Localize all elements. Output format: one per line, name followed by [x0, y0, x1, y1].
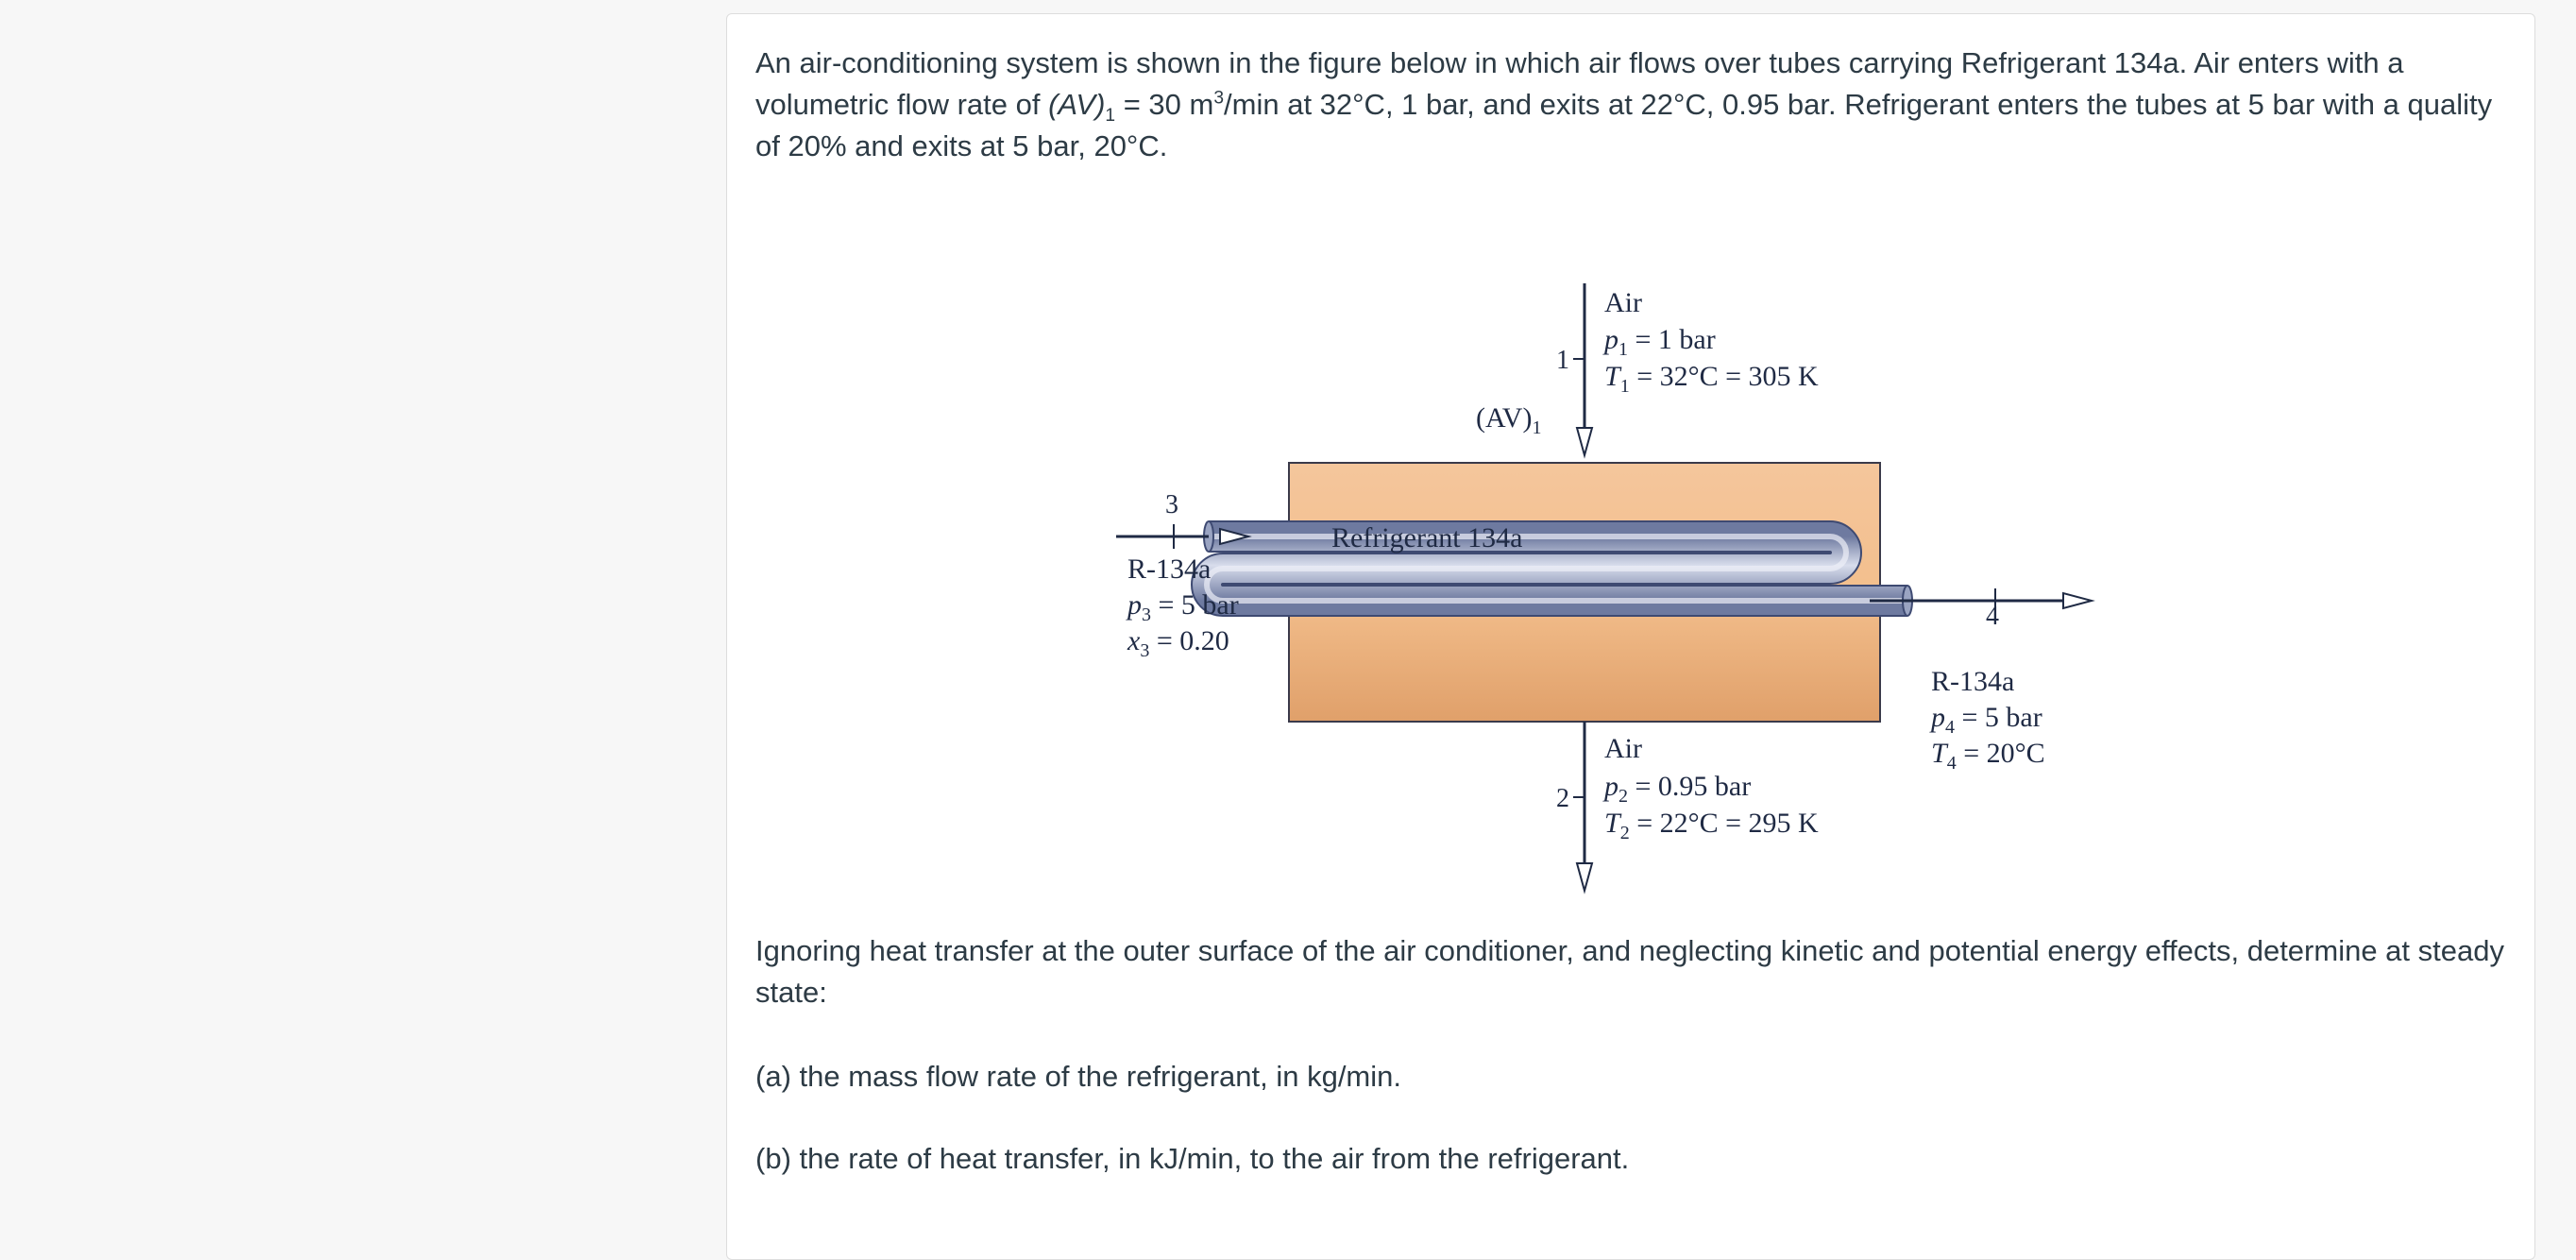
ref-in-pressure: $p_3 = 5$ bar	[1127, 589, 1239, 625]
air-in-temperature: $T_1 = 32^\circ C = 305$ K	[1604, 361, 1819, 397]
problem-intro: An air-conditioning system is shown in the figure below in which air flows over tubes carrying Refrigerant 134a. Air enters with a volumetric flow rate of $(AV)_1 = 30$ $m^3/\min$ at 32°C, 1 bar, and exits at 22°C, 0.95 bar. Refrigerant enters the tubes at 5 bar with a quality of 20% and exits at 5 bar, 20°C.	[755, 46, 2493, 162]
ref-out-temperature: $T_4 = 20^\circ C$	[1931, 738, 2045, 774]
air-in-pressure: $p_1 = 1$ bar	[1604, 324, 1716, 360]
station-4-label: 4	[1986, 602, 1999, 631]
air-conditioner-figure	[1127, 255, 2087, 926]
air-out-temperature: $T_2 = 22^\circ C = 295$ K	[1604, 808, 1819, 843]
ref-in-name: R-134a	[1127, 553, 1212, 585]
refrigerant-tube-label: Refrigerant 134a	[1331, 522, 1523, 553]
air-out-label: Air	[1604, 733, 1642, 764]
ref-in-quality: $x_3 = 0.20$	[1127, 625, 1229, 661]
station-2-label: 2	[1556, 784, 1569, 813]
problem-instructions: Ignoring heat transfer at the outer surface of the air conditioner, and neglecting kinetic and potential energy effects, determine at steady state:	[755, 934, 2504, 1009]
air-out-pressure: $p_2 = 0.95$ bar	[1604, 771, 1752, 807]
air-in-label: Air	[1604, 287, 1642, 318]
question-card	[726, 13, 2535, 1260]
station-3-label: 3	[1165, 490, 1178, 519]
ref-out-name: R-134a	[1931, 666, 2015, 697]
volumetric-flow-label: $(AV)_1$	[1476, 402, 1542, 438]
ref-out-pressure: $p_4 = 5$ bar	[1931, 702, 2042, 738]
air-inlet-arrow	[1573, 283, 1592, 455]
question-part-a: (a) the mass flow rate of the refrigerant, in kg/min.	[755, 1060, 1401, 1093]
air-outlet-arrow	[1573, 722, 1592, 891]
station-1-label: 1	[1556, 346, 1569, 375]
question-part-b: (b) the rate of heat transfer, in kJ/min, to the air from the refrigerant.	[755, 1142, 1630, 1175]
